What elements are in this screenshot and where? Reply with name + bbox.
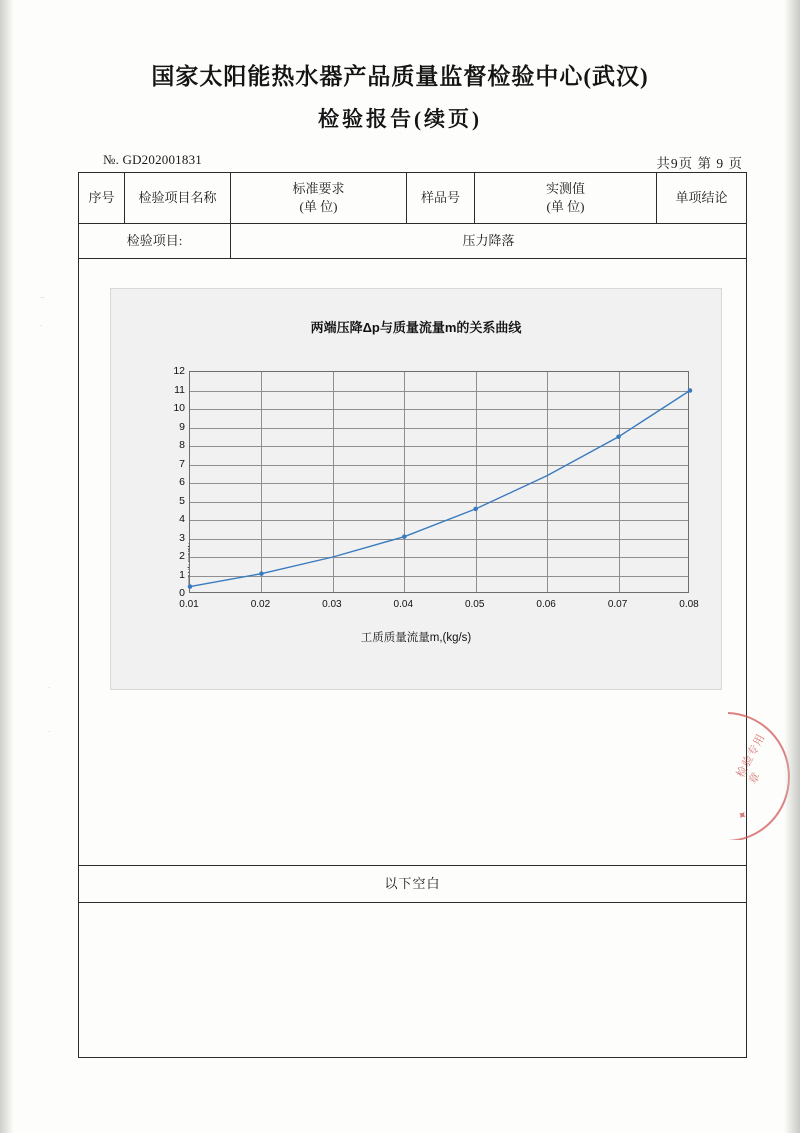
y-tick-label: 12 (173, 365, 185, 377)
th-item-name-label: 检验项目名称 (138, 190, 217, 206)
edge-mark: · (48, 728, 51, 736)
edge-mark: ·· (40, 294, 45, 302)
row-item-label: 检验项目: (79, 224, 231, 259)
th-item-name (125, 173, 231, 224)
chart-plot-wrap (173, 365, 699, 610)
th-serial (79, 173, 125, 224)
y-tick-label: 9 (179, 420, 185, 433)
chart-title: 两端压降Δp与质量流量m的关系曲线 (310, 320, 522, 335)
y-tick-label: 1 (179, 568, 185, 581)
page-counter: 共9页 第 9 页 (656, 156, 743, 171)
x-tick-label: 0.03 (322, 599, 342, 610)
y-tick-label: 4 (179, 513, 185, 525)
row-item-value: 压力降落 (231, 224, 747, 259)
table-blank-note-row (79, 866, 747, 903)
series-marker (688, 388, 693, 393)
th-standard-unit: (单 位) (299, 199, 338, 214)
th-sample-no (407, 173, 475, 224)
x-tick-label: 0.07 (607, 599, 628, 610)
report-number: №. GD202001831 (103, 152, 202, 167)
th-standard-label: 标准要求 (292, 181, 345, 197)
x-tick-label: 0.05 (464, 599, 485, 610)
x-tick-label: 0.01 (179, 599, 199, 610)
y-tick-label: 10 (173, 402, 185, 414)
document-title-block (0, 58, 800, 133)
official-stamp (728, 712, 790, 840)
edge-mark: · (40, 322, 43, 330)
th-measured-value (475, 173, 657, 224)
y-tick-label: 7 (179, 457, 185, 470)
th-serial-label: 序号 (88, 190, 115, 206)
table-tail-row (79, 903, 747, 1058)
y-tick-label: 5 (179, 494, 185, 507)
y-tick-label: 6 (179, 476, 185, 488)
y-tick-label: 3 (179, 531, 185, 544)
th-measured-unit: (单 位) (546, 199, 585, 214)
series-marker (616, 434, 621, 439)
chart-plot-area (189, 371, 689, 593)
stamp-star-icon: ✦ (734, 807, 752, 824)
y-tick-label: 11 (174, 383, 185, 396)
th-measured-label: 实测值 (545, 181, 585, 197)
edge-mark: · (48, 684, 51, 692)
chart-x-axis-label: 工质质量流量m,(kg/s) (360, 632, 472, 644)
blank-note: 以下空白 (79, 866, 747, 903)
th-conclusion (657, 173, 747, 224)
series-marker (188, 584, 193, 589)
y-tick-label: 2 (179, 550, 185, 562)
series-line (190, 391, 690, 587)
series-marker (402, 534, 407, 539)
series-marker (259, 571, 264, 576)
y-tick-label: 8 (179, 439, 185, 451)
th-conclusion-label: 单项结论 (675, 190, 728, 206)
page-title: 国家太阳能热水器产品质量监督检验中心(武汉) (151, 64, 649, 89)
table-header-row (79, 173, 747, 224)
series-marker (473, 507, 478, 512)
x-tick-label: 0.02 (250, 599, 271, 610)
th-standard-requirement (231, 173, 407, 224)
table-row (79, 224, 747, 259)
stamp-text: 检验专用章 (734, 731, 768, 787)
x-tick-label: 0.08 (679, 599, 699, 610)
x-tick-label: 0.06 (536, 599, 556, 610)
x-tick-label: 0.04 (393, 599, 414, 610)
page-subtitle: 检验报告(续页) (318, 107, 482, 131)
table-tail-cell (79, 903, 747, 1058)
y-tick-label: 0 (179, 587, 185, 599)
chart-figure (110, 288, 722, 690)
th-sample-no-label: 样品号 (420, 190, 460, 206)
chart-series (190, 372, 690, 594)
